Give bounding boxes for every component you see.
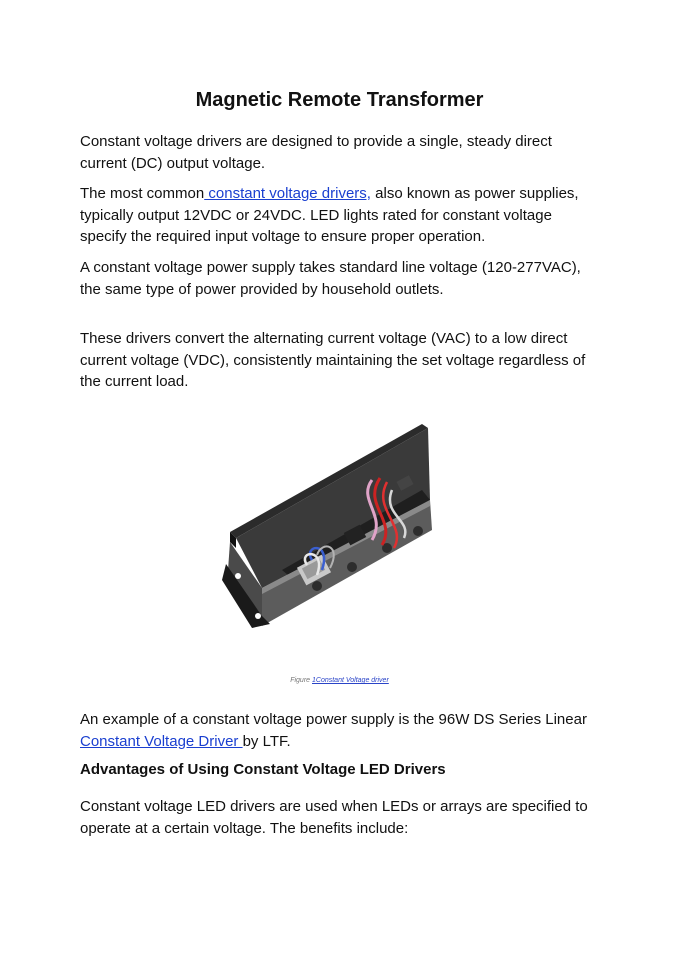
- paragraph-text: by LTF.: [242, 732, 291, 750]
- common-drivers-paragraph: [80, 183, 590, 248]
- conversion-paragraph: These drivers convert the alternating current voltage (VAC) to a low direct current voltage (VDC), consistently maintaining the set voltage regardless of the current load.: [80, 330, 586, 390]
- benefits-paragraph: Constant voltage LED drivers are used when LEDs or arrays are specified to operate at a certain voltage. The benefits include:: [80, 798, 588, 837]
- paragraph-text: The most common: [80, 185, 205, 202]
- constant-voltage-drivers-link[interactable]: constant voltage drivers,: [204, 185, 371, 202]
- advantages-heading: Advantages of Using Constant Voltage LED Drivers: [80, 761, 446, 778]
- page-title: Magnetic Remote Transformer: [195, 89, 484, 111]
- driver-photo: [222, 420, 436, 635]
- caption-link[interactable]: 1Constant Voltage driver: [312, 677, 389, 684]
- example-paragraph: [80, 709, 590, 752]
- paragraph-text: An example of a constant voltage power supply is the 96W DS Series Linear: [80, 711, 587, 728]
- paragraph-text: also known as power supplies, typically output 12VDC or 24VDC. LED lights rated for constant voltage specify the required input voltage to ensure proper operation.: [80, 185, 579, 245]
- driver-box-illustration: [222, 420, 436, 635]
- constant-voltage-driver-link[interactable]: Constant Voltage Driver: [80, 732, 243, 750]
- line-voltage-paragraph: A constant voltage power supply takes standard line voltage (120-277VAC), the same type of power provided by household outlets.: [80, 259, 581, 298]
- figure-caption: [0, 677, 679, 684]
- intro-paragraph: Constant voltage drivers are designed to provide a single, steady direct current (DC) output voltage.: [80, 133, 552, 172]
- caption-prefix: Figure: [290, 677, 312, 684]
